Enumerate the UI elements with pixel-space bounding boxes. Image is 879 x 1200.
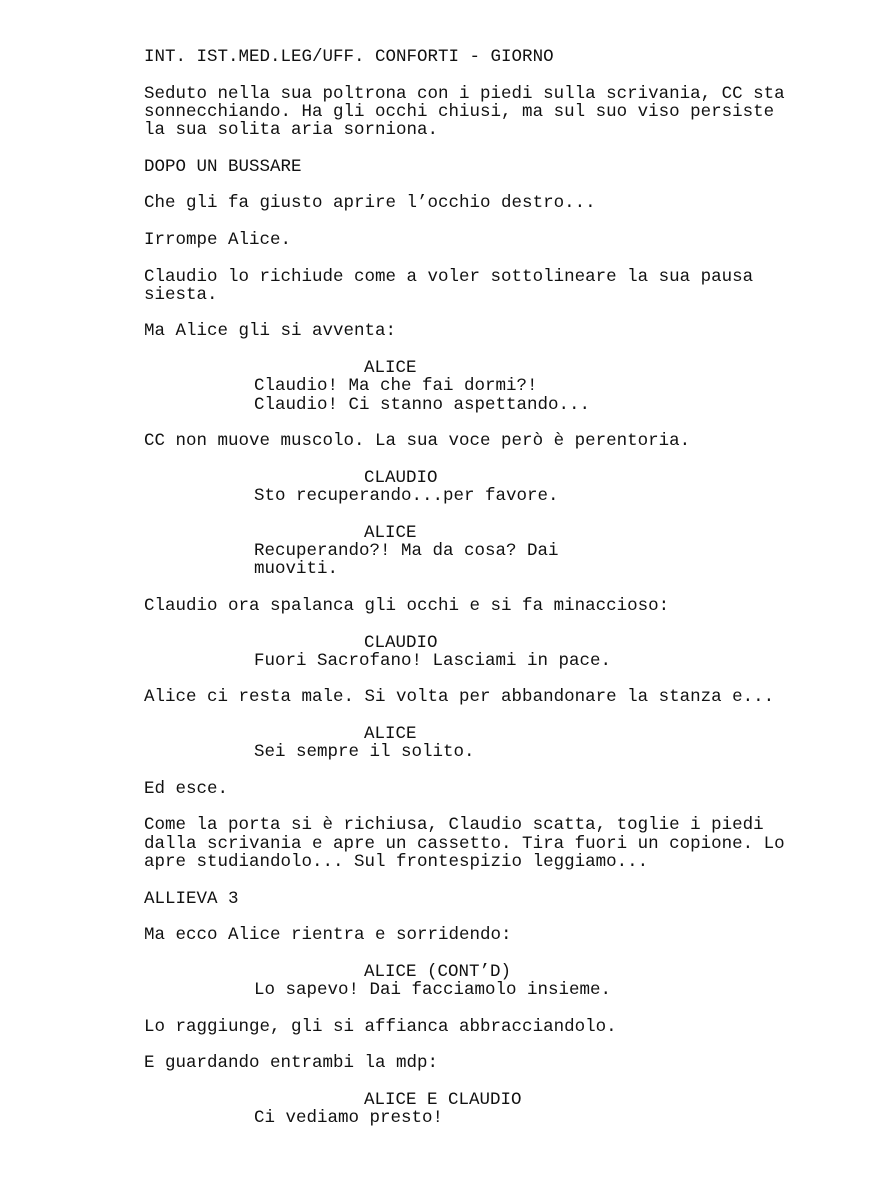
action-paragraph: Irrompe Alice.	[144, 229, 292, 250]
action-paragraph: Che gli fa giusto aprire l’occhio destro...	[144, 193, 596, 214]
dialogue-line: Recuperando?! Ma da cosa? Dai muoviti.	[254, 541, 559, 580]
action-paragraph: Lo raggiunge, gli si affianca abbracciandolo.	[144, 1016, 617, 1037]
action-paragraph: Claudio lo richiude come a voler sottolineare la sua pausa siesta.	[144, 266, 754, 305]
action-paragraph: ALLIEVA 3	[144, 888, 239, 909]
action-paragraph: DOPO UN BUSSARE	[144, 156, 302, 177]
scene-heading: INT. IST.MED.LEG/UFF. CONFORTI - GIORNO	[144, 47, 554, 67]
character-name: ALICE	[364, 522, 417, 543]
action-paragraph: Ma ecco Alice rientra e sorridendo:	[144, 925, 512, 946]
character-name: ALICE	[364, 723, 417, 744]
dialogue-line: Ci vediamo presto!	[254, 1108, 444, 1129]
dialogue-line: Sei sempre il solito.	[254, 742, 475, 763]
action-paragraph: CC non muove muscolo. La sua voce però è perentoria.	[144, 431, 691, 452]
action-paragraph: Alice ci resta male. Si volta per abbandonare la stanza e...	[144, 687, 775, 708]
action-paragraph: Ed esce.	[144, 778, 229, 799]
dialogue-line: Lo sapevo! Dai facciamolo insieme.	[254, 980, 612, 1001]
action-paragraph: Seduto nella sua poltrona con i piedi sulla scrivania, CC sta sonnecchiando. Ha gli occhi chiusi, ma sul suo viso persiste la sua solita aria sorniona.	[144, 83, 785, 141]
dialogue-line: Sto recuperando...per favore.	[254, 486, 559, 507]
dialogue-block	[144, 359, 844, 414]
dialogue-block	[144, 469, 844, 506]
dialogue-line: Fuori Sacrofano! Lasciami in pace.	[254, 650, 612, 671]
character-name: ALICE E CLAUDIO	[364, 1089, 522, 1110]
dialogue-block	[144, 1091, 844, 1128]
screenplay-body	[144, 48, 844, 1146]
character-name: ALICE (CONT’D)	[364, 961, 512, 982]
action-paragraph: Come la porta si è richiusa, Claudio scatta, toglie i piedi dalla scrivania e apre un cassetto. Tira fuori un copione. Lo apre studiandolo... Sul frontespizio leggiamo...	[144, 815, 785, 873]
character-name: CLAUDIO	[364, 467, 438, 488]
character-name: CLAUDIO	[364, 632, 438, 653]
dialogue-block	[144, 524, 844, 579]
character-name: ALICE	[364, 358, 417, 379]
action-paragraph: Ma Alice gli si avventa:	[144, 321, 397, 342]
dialogue-block	[144, 634, 844, 671]
action-paragraph: Claudio ora spalanca gli occhi e si fa minaccioso:	[144, 595, 670, 616]
dialogue-line: Claudio! Ma che fai dormi?! Claudio! Ci stanno aspettando...	[254, 376, 591, 415]
dialogue-block	[144, 963, 844, 1000]
dialogue-block	[144, 725, 844, 762]
action-paragraph: E guardando entrambi la mdp:	[144, 1053, 439, 1074]
